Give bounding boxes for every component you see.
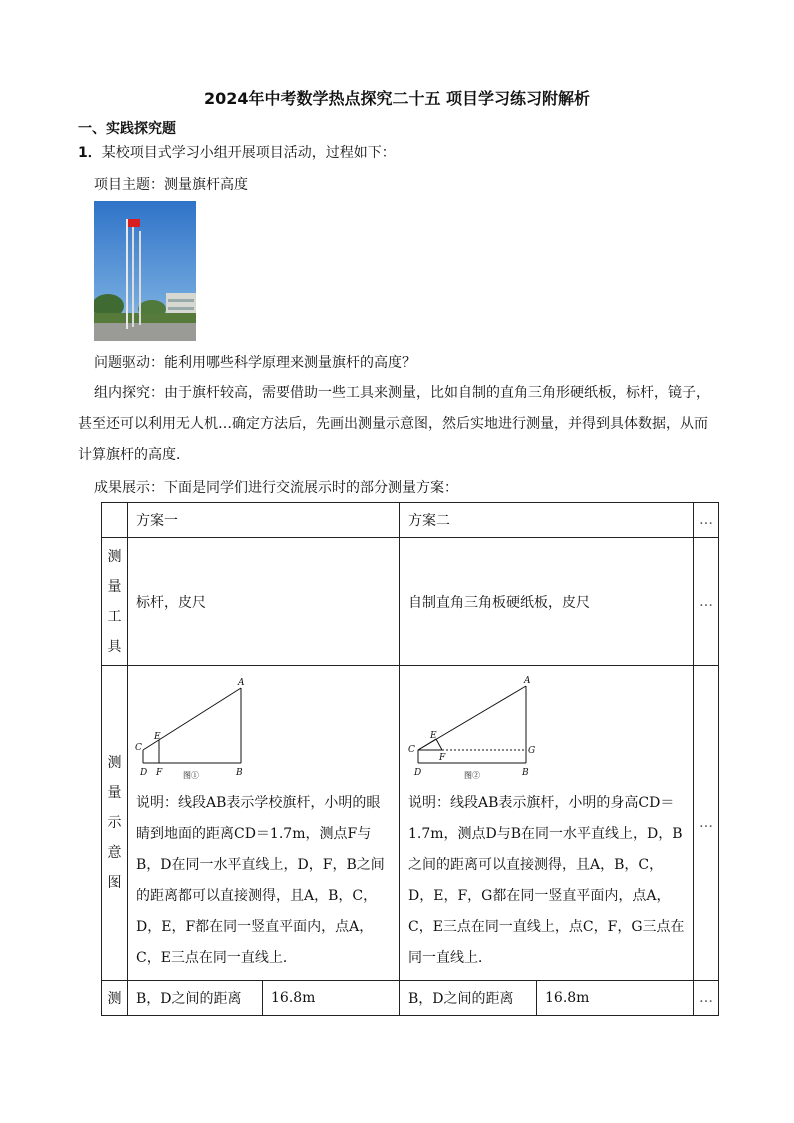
fig2-label-a: A	[524, 676, 531, 686]
tools-row-label: 测 量 工 具	[102, 538, 128, 666]
plan-table	[101, 502, 719, 1016]
fig1-label-b: B	[236, 768, 243, 778]
plan2-diagram-cell	[400, 666, 694, 981]
plan1-data-label: B，D之间的距离	[128, 981, 263, 1015]
plan2-data-value: 16.8m	[545, 990, 590, 1006]
more-header: …	[694, 503, 719, 538]
fig1-caption: 图①	[183, 771, 199, 780]
more-tools: …	[694, 538, 719, 666]
diagram-row-label: 测 量 示 意 图	[102, 666, 128, 981]
fig2-caption: 图②	[464, 771, 480, 780]
more-diagram: …	[694, 666, 719, 981]
fig2-label-f: F	[439, 753, 446, 763]
plan2-description: 说明：线段AB表示旗杆，小明的身高CD＝1.7m，测点D与B在同一水平直线上，D，B之间的距离可以直接测得，且A，B，C，D，E，F，G都在同一竖直平面内，点A，C，E三点在同一直线上，点C，F，G三点在同一直线上．	[408, 795, 685, 966]
results-show: 成果展示：下面是同学们进行交流展示时的部分测量方案：	[94, 480, 458, 496]
group-explore: 组内探究：由于旗杆较高，需要借助一些工具来测量，比如自制的直角三角形硬纸板，标杆，镜子，甚至还可以利用无人机…确定方法后，先画出测量示意图，然后实地进行测量，并得到具体数据，从而计算旗杆的高度．	[78, 385, 710, 463]
fig2-label-g: G	[528, 746, 536, 756]
question-intro	[78, 143, 396, 163]
flagpole-photo	[94, 201, 196, 341]
data-row	[102, 981, 719, 1016]
fig1-label-f: F	[156, 768, 163, 778]
plan1-diagram-cell	[128, 666, 400, 981]
section-heading: 一、实践探究题	[78, 121, 176, 137]
diagram-row	[102, 666, 719, 981]
fig1-label-e: E	[154, 732, 161, 742]
plan2-data-label: B，D之间的距离	[400, 981, 537, 1015]
data-row-label: 测	[102, 981, 128, 1016]
fig1-label-d: D	[140, 768, 148, 778]
figure-1-diagram	[134, 672, 264, 784]
page-title: 2024年中考数学热点探究二十五 项目学习练习附解析	[203, 89, 591, 108]
plan1-data-value: 16.8m	[271, 990, 316, 1006]
fig2-label-e: E	[430, 731, 437, 741]
project-theme: 项目主题：测量旗杆高度	[94, 177, 248, 193]
more-data: …	[694, 981, 719, 1016]
fig2-label-d: D	[414, 768, 422, 778]
plan2-header: 方案二	[400, 503, 694, 538]
tools-row	[102, 538, 719, 666]
plan1-header: 方案一	[128, 503, 400, 538]
fig2-label-c: C	[408, 745, 415, 755]
plan1-data-cell	[128, 981, 400, 1016]
fig2-label-b: B	[522, 768, 529, 778]
header-corner	[102, 503, 128, 538]
plan1-description: 说明：线段AB表示学校旗杆，小明的眼睛到地面的距离CD＝1.7m，测点F与B，D在同一水平直线上，D，F，B之间的距离都可以直接测得，且A，B，C，D，E，F都在同一竖直平面内，点A，C，E三点在同一直线上．	[136, 795, 385, 966]
table-header-row	[102, 503, 719, 538]
plan2-data-cell	[400, 981, 694, 1016]
figure-2-diagram	[406, 672, 546, 784]
fig1-label-c: C	[135, 743, 142, 753]
problem-drive: 问题驱动：能利用哪些科学原理来测量旗杆的高度？	[94, 355, 416, 371]
question-number: 1．	[78, 145, 102, 161]
plan1-tools: 标杆，皮尺	[128, 538, 400, 666]
fig1-label-a: A	[238, 678, 245, 688]
question-intro-text: 某校项目式学习小组开展项目活动，过程如下：	[101, 145, 396, 161]
plan2-tools: 自制直角三角板硬纸板，皮尺	[400, 538, 694, 666]
